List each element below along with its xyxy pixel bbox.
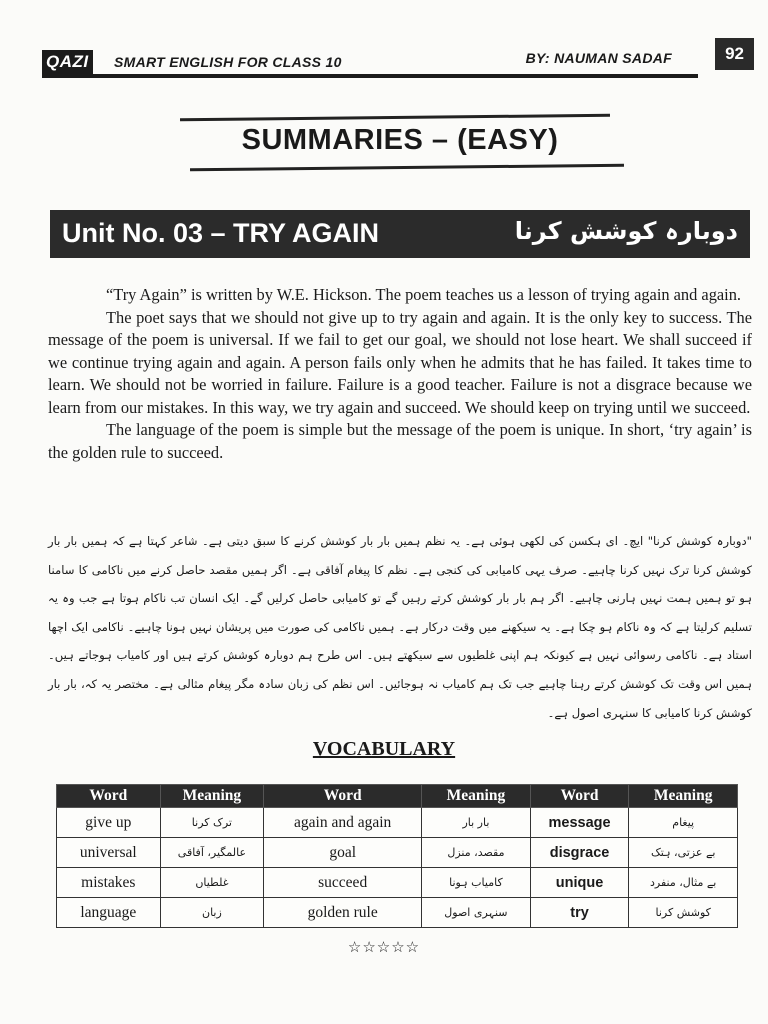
table-header-row (57, 785, 738, 808)
column-header: Word (530, 785, 629, 808)
table-row (57, 838, 738, 868)
table-row (57, 868, 738, 898)
word-cell: try (530, 898, 629, 928)
summary-paragraph: The poet says that we should not give up to try again and again. It is the only key to success. The message of the poem is universal. If we fail to get our goal, we should not lose heart. We shall succeed if we continue trying again and again. A person fails only when he admits that he has failed. It takes time to learn. We should not be worried in failure. Failure is a good teacher. Failure is not a disgrace because we learn from our mistakes. In this way, we try again and succeed. We should keep on trying until we succeed. (48, 307, 752, 417)
unit-urdu-title: دوبارہ کوشش کرنا (514, 217, 738, 245)
unit-title-bar (50, 210, 750, 258)
english-summary (48, 284, 752, 464)
word-cell: again and again (264, 808, 422, 838)
word-cell: succeed (264, 868, 422, 898)
column-header: Word (264, 785, 422, 808)
section-title-banner (170, 112, 630, 174)
page-number: 92 (715, 38, 754, 70)
column-header: Meaning (160, 785, 264, 808)
word-cell: universal (57, 838, 161, 868)
author-name: BY: NAUMAN SADAF (525, 50, 672, 66)
meaning-cell: سنہری اصول (422, 898, 531, 928)
word-cell: golden rule (264, 898, 422, 928)
word-cell: mistakes (57, 868, 161, 898)
meaning-cell: غلطیاں (160, 868, 264, 898)
meaning-cell: پیغام (629, 808, 738, 838)
summary-paragraph: The language of the poem is simple but the message of the poem is unique. In short, ‘try again’ is the golden rule to succeed. (48, 420, 752, 462)
urdu-summary: "دوبارہ کوشش کرنا" ایچ۔ ای ہکسن کی لکھی ہوئی ہے۔ یہ نظم ہمیں بار بار کوشش کرنے کا سبق دیتی ہے۔ شاعر کہتا ہے کہ ہمیں بار بار کوشش کرنا ترک نہیں کرنا چاہیے۔ صرف یہی کامیابی کی کنجی ہے۔ نظم کا پیغام آفاقی ہے۔ اگر ہمیں مقصد حاصل کرنے میں ناکامی کا سامنا ہو تو ہمیں ہمت نہیں ہارنی چاہیے۔ اگر ہم بار بار کوشش کرتے رہیں گے تو کامیابی حاصل کرلیں گے۔ ایک انسان تب ناکام ہوتا ہے جب وہ یہ تسلیم کرلیتا ہے کہ وہ ناکام ہو چکا ہے۔ یہ سیکھنے میں وقت درکار ہے۔ ہمیں ناکامی کی صورت میں پریشان نہیں ہونا چاہیے۔ ناکامی ایک اچھا استاد ہے۔ ناکامی رسوائی نہیں ہے کیونکہ ہم اپنی غلطیوں سے سیکھتے ہیں۔ اس طرح ہم دوبارہ کوشش کرتے ہیں اور کامیاب ہوجاتے ہیں۔ ہمیں اس وقت تک کوشش کرتے رہنا چاہیے جب تک ہم کامیاب نہ ہوجائیں۔ اس نظم کی زبان سادہ مگر پیغام مثالی ہے۔ مختصر یہ کہ، بار بار کوشش کرنا کامیابی کا سنہری اصول ہے۔ (48, 534, 752, 720)
meaning-cell: کامیاب ہونا (422, 868, 531, 898)
book-title: SMART ENGLISH FOR CLASS 10 (114, 54, 342, 70)
word-cell: language (57, 898, 161, 928)
meaning-cell: مقصد، منزل (422, 838, 531, 868)
vocabulary-table (56, 784, 738, 928)
meaning-cell: بے عزتی، ہتک (629, 838, 738, 868)
banner-line-top (180, 114, 610, 122)
meaning-cell: بار بار (422, 808, 531, 838)
brand-logo: QAZI (42, 50, 93, 74)
table-row (57, 808, 738, 838)
table-row (57, 898, 738, 928)
summary-paragraph: “Try Again” is written by W.E. Hickson. The poem teaches us a lesson of trying again and again. (106, 285, 742, 304)
word-cell: disgrace (530, 838, 629, 868)
meaning-cell: بے مثال، منفرد (629, 868, 738, 898)
section-title: SUMMARIES – (EASY) (241, 124, 559, 156)
word-cell: give up (57, 808, 161, 838)
word-cell: unique (530, 868, 629, 898)
word-cell: goal (264, 838, 422, 868)
column-header: Meaning (422, 785, 531, 808)
meaning-cell: کوشش کرنا (629, 898, 738, 928)
meaning-cell: عالمگیر، آفاقی (160, 838, 264, 868)
unit-title: Unit No. 03 – TRY AGAIN (62, 218, 380, 248)
column-header: Word (57, 785, 161, 808)
word-cell: message (530, 808, 629, 838)
column-header: Meaning (629, 785, 738, 808)
vocabulary-heading: VOCABULARY (312, 738, 456, 760)
meaning-cell: ترک کرنا (160, 808, 264, 838)
banner-line-bottom (190, 164, 624, 172)
meaning-cell: زبان (160, 898, 264, 928)
footer-stars-ornament: ☆☆☆☆☆ (347, 940, 421, 956)
header-rule (42, 74, 698, 78)
page-header (42, 44, 758, 78)
